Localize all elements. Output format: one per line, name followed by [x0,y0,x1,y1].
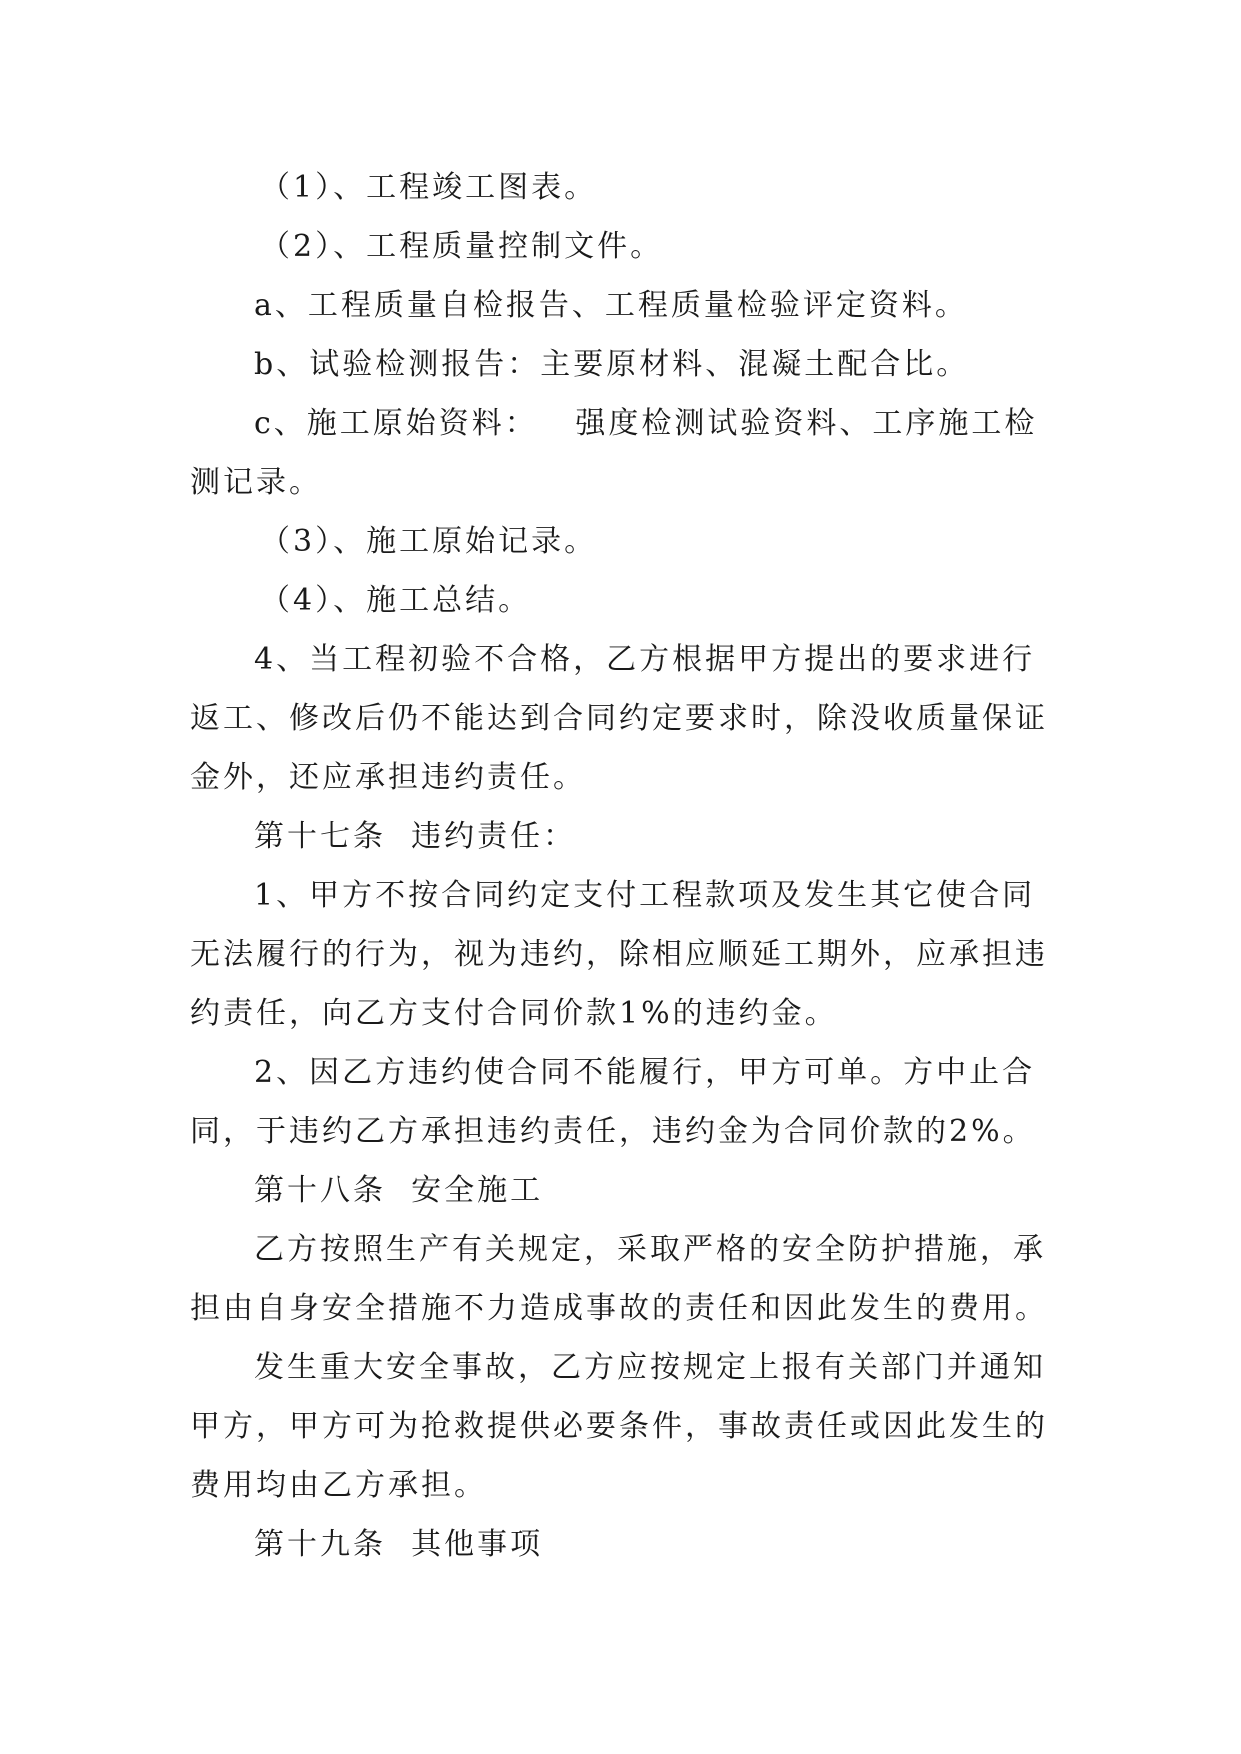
list-item-1: （1）、工程竣工图表。 [260,170,598,205]
article-17-heading: 第十七条 违约责任： [254,819,577,854]
sub-item-b: b、试验检测报告：主要原材料、混凝土配合比。 [254,347,970,382]
paragraph-4-line-3: 金外，还应承担违约责任。 [190,760,586,795]
sub-item-a: a、工程质量自检报告、工程质量检验评定资料。 [254,288,968,323]
sub-item-c-continued: 测记录。 [190,465,322,500]
article-18-paragraph-1-line-2: 担由自身安全措施不力造成事故的责任和因此发生的费用。 [190,1291,1048,1326]
article-18-paragraph-1: 乙方按照生产有关规定，采取严格的安全防护措施，承 [254,1232,1046,1267]
list-item-2: （2）、工程质量控制文件。 [260,229,664,264]
list-item-4: （4）、施工总结。 [260,583,532,618]
article-17-clause-1: 1、甲方不按合同约定支付工程款项及发生其它使合同 [254,878,1036,913]
paragraph-4: 4、当工程初验不合格，乙方根据甲方提出的要求进行 [254,642,1036,677]
article-17-clause-1-line-3: 约责任，向乙方支付合同价款1%的违约金。 [190,996,838,1031]
sub-item-c: c、施工原始资料： 强度检测试验资料、工序施工检 [254,406,1038,441]
document-body [190,158,1050,1574]
article-18-paragraph-2-line-3: 费用均由乙方承担。 [190,1468,487,1503]
article-18-paragraph-2-line-2: 甲方，甲方可为抢救提供必要条件，事故责任或因此发生的 [190,1409,1048,1444]
list-item-3: （3）、施工原始记录。 [260,524,598,559]
article-17-clause-2: 2、因乙方违约使合同不能履行，甲方可单。方中止合 [254,1055,1036,1090]
article-19-heading: 第十九条 其他事项 [254,1527,544,1562]
article-17-clause-2-line-2: 同，于违约乙方承担违约责任，违约金为合同价款的2%。 [190,1114,1036,1149]
article-17-clause-1-line-2: 无法履行的行为，视为违约，除相应顺延工期外，应承担违 [190,937,1048,972]
article-18-heading: 第十八条 安全施工 [254,1173,544,1208]
article-18-paragraph-2: 发生重大安全事故，乙方应按规定上报有关部门并通知 [254,1350,1046,1385]
paragraph-4-line-2: 返工、修改后仍不能达到合同约定要求时，除没收质量保证 [190,701,1048,736]
